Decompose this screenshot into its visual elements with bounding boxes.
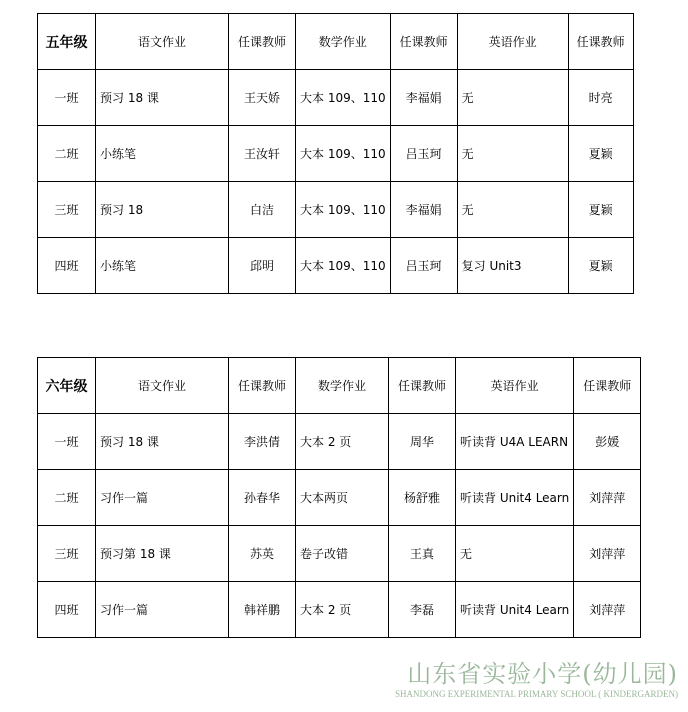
class-name: 二班: [38, 126, 96, 182]
math-homework: 大本 109、110: [296, 182, 391, 238]
math-homework: 大本两页: [296, 470, 389, 526]
header-math-teacher: 任课教师: [390, 14, 457, 70]
table-row: [38, 126, 634, 182]
table-row: [38, 526, 641, 582]
class-name: 一班: [38, 414, 96, 470]
math-homework: 大本 2 页: [296, 582, 389, 638]
math-homework: 大本 109、110: [296, 126, 391, 182]
chinese-teacher: 邱明: [229, 238, 296, 294]
chinese-teacher: 苏英: [229, 526, 296, 582]
chinese-homework: 预习第 18 课: [96, 526, 229, 582]
math-teacher: 李福娟: [390, 70, 457, 126]
table-row: [38, 582, 641, 638]
english-homework: 听读背 Unit4 Learn: [456, 470, 574, 526]
table-row: [38, 414, 641, 470]
english-teacher: 刘萍萍: [574, 470, 641, 526]
class-name: 四班: [38, 238, 96, 294]
chinese-teacher: 李洪倩: [229, 414, 296, 470]
table-row: [38, 238, 634, 294]
header-english-teacher: 任课教师: [574, 358, 641, 414]
chinese-homework: 小练笔: [96, 238, 229, 294]
class-name: 一班: [38, 70, 96, 126]
header-chinese-homework: 语文作业: [96, 358, 229, 414]
math-teacher: 吕玉珂: [390, 126, 457, 182]
math-teacher: 杨舒雅: [389, 470, 456, 526]
english-teacher: 夏颖: [568, 238, 633, 294]
header-chinese-teacher: 任课教师: [229, 358, 296, 414]
table-row: [38, 70, 634, 126]
english-homework: 无: [457, 182, 568, 238]
header-chinese-teacher: 任课教师: [229, 14, 296, 70]
school-name-english: SHANDONG EXPERIMENTAL PRIMARY SCHOOL ( KINDERGARDEN): [394, 689, 678, 699]
chinese-teacher: 孙春华: [229, 470, 296, 526]
math-homework: 大本 2 页: [296, 414, 389, 470]
school-watermark: [378, 660, 678, 700]
english-homework: 听读背 Unit4 Learn: [456, 582, 574, 638]
table-row: [38, 470, 641, 526]
grade-label: 六年级: [38, 358, 96, 414]
math-teacher: 李磊: [389, 582, 456, 638]
school-name-chinese: 山东省实验小学(幼儿园): [407, 660, 678, 688]
chinese-homework: 习作一篇: [96, 582, 229, 638]
grade6-homework-table: [37, 357, 641, 638]
chinese-homework: 预习 18 课: [96, 70, 229, 126]
table-header-row: [38, 358, 641, 414]
class-name: 三班: [38, 182, 96, 238]
math-teacher: 王真: [389, 526, 456, 582]
grade-label: 五年级: [38, 14, 96, 70]
math-homework: 大本 109、110: [296, 70, 391, 126]
english-teacher: 刘萍萍: [574, 526, 641, 582]
english-teacher: 夏颖: [568, 126, 633, 182]
header-english-homework: 英语作业: [457, 14, 568, 70]
header-chinese-homework: 语文作业: [96, 14, 229, 70]
table-header-row: [38, 14, 634, 70]
header-math-homework: 数学作业: [296, 358, 389, 414]
english-teacher: 时亮: [568, 70, 633, 126]
header-english-homework: 英语作业: [456, 358, 574, 414]
chinese-homework: 预习 18 课: [96, 414, 229, 470]
header-english-teacher: 任课教师: [568, 14, 633, 70]
header-math-homework: 数学作业: [296, 14, 391, 70]
class-name: 四班: [38, 582, 96, 638]
english-homework: 复习 Unit3: [457, 238, 568, 294]
chinese-teacher: 韩祥鹏: [229, 582, 296, 638]
class-name: 二班: [38, 470, 96, 526]
chinese-homework: 习作一篇: [96, 470, 229, 526]
grade5-homework-table: [37, 13, 634, 294]
english-homework: 无: [456, 526, 574, 582]
chinese-teacher: 白洁: [229, 182, 296, 238]
math-teacher: 周华: [389, 414, 456, 470]
english-homework: 无: [457, 70, 568, 126]
header-math-teacher: 任课教师: [389, 358, 456, 414]
math-homework: 大本 109、110: [296, 238, 391, 294]
math-homework: 卷子改错: [296, 526, 389, 582]
english-teacher: 彭媛: [574, 414, 641, 470]
chinese-teacher: 王天娇: [229, 70, 296, 126]
english-teacher: 夏颖: [568, 182, 633, 238]
math-teacher: 吕玉珂: [390, 238, 457, 294]
english-homework: 无: [457, 126, 568, 182]
english-homework: 听读背 U4A LEARN: [456, 414, 574, 470]
chinese-homework: 预习 18: [96, 182, 229, 238]
chinese-teacher: 王汝轩: [229, 126, 296, 182]
math-teacher: 李福娟: [390, 182, 457, 238]
chinese-homework: 小练笔: [96, 126, 229, 182]
table-row: [38, 182, 634, 238]
english-teacher: 刘萍萍: [574, 582, 641, 638]
class-name: 三班: [38, 526, 96, 582]
